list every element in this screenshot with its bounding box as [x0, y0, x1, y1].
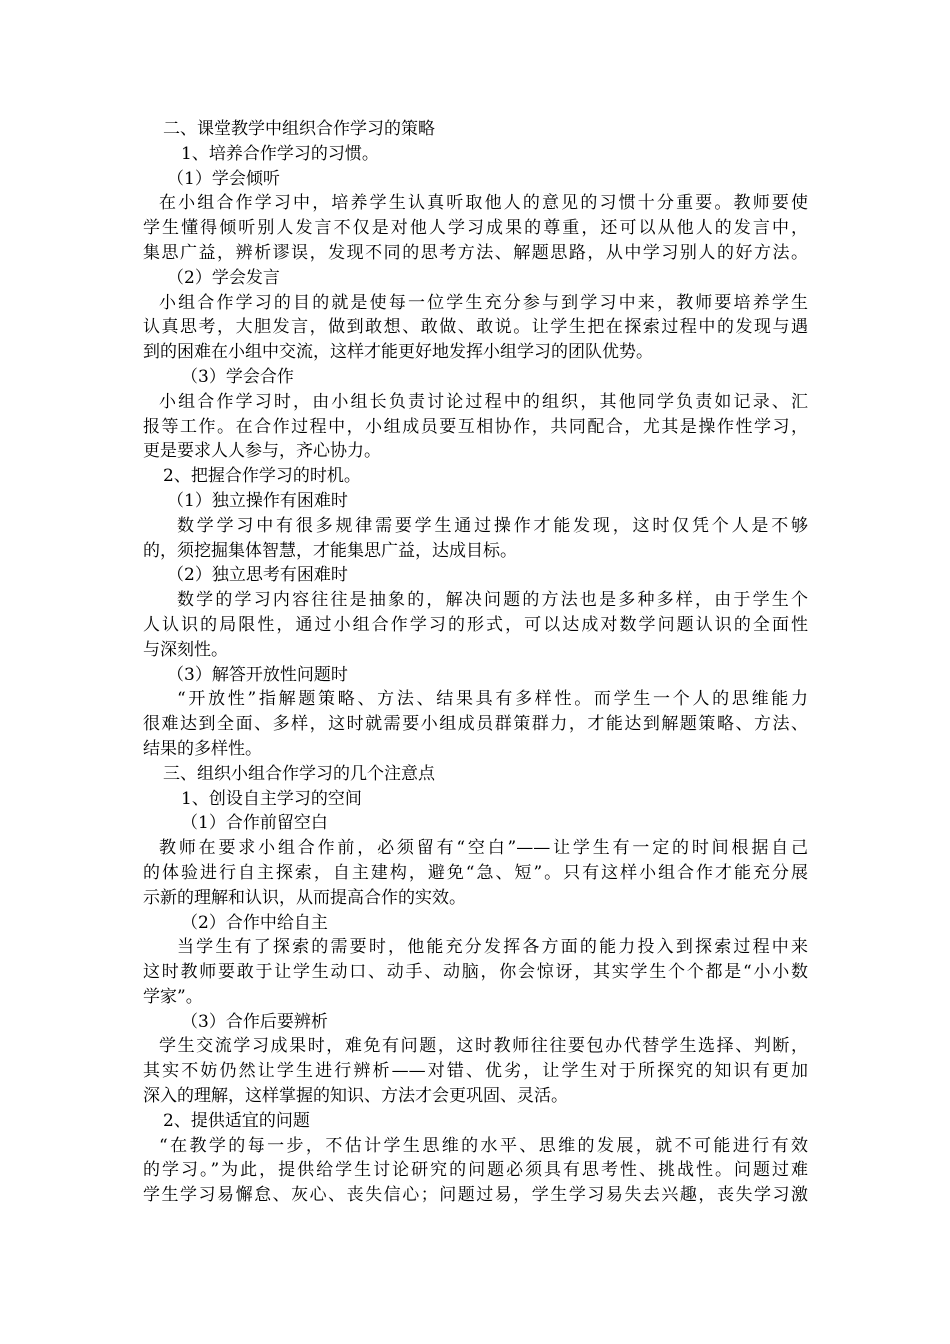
text-line: 很难达到全面、多样，这时就需要小组成员群策群力，才能达到解题策略、方法、: [143, 714, 808, 735]
text-line: 的，须挖掘集体智慧，才能集思广益，达成目标。: [143, 540, 517, 561]
text-line: 学生交流学习成果时，难免有问题，这时教师往往要包办代替学生选择、判断，: [159, 1036, 808, 1057]
text-line: 人认识的局限性，通过小组合作学习的形式，可以达成对数学问题认识的全面性: [143, 614, 808, 635]
text-line: 学生懂得倾听别人发言不仅是对他人学习成果的尊重，还可以从他人的发言中，: [143, 218, 808, 239]
text-line: （2）学会发言: [167, 267, 280, 288]
text-line: 当学生有了探索的需要时，他能充分发挥各方面的能力投入到探索过程中来: [177, 937, 808, 958]
text-line: （2）合作中给自主: [181, 912, 328, 933]
text-line: 三、组织小组合作学习的几个注意点: [163, 763, 435, 784]
text-line: 深入的理解，这样掌握的知识、方法才会更巩固、灵活。: [143, 1086, 568, 1107]
text-line: 学家”。: [143, 986, 203, 1007]
text-line: 示新的理解和认识，从而提高合作的实效。: [143, 887, 466, 908]
text-line: 结果的多样性。: [143, 738, 262, 759]
text-line: （1）学会倾听: [167, 168, 280, 189]
document-body: [143, 117, 808, 1208]
text-line: 的学习。”为此，提供给学生讨论研究的问题必须具有思考性、挑战性。问题过难: [143, 1160, 808, 1181]
text-line: 更是要求人人参与，齐心协力。: [143, 441, 381, 462]
text-line: 教师在要求小组合作前，必须留有“空白”——让学生有一定的时间根据自己: [159, 838, 808, 859]
text-line: 2、提供适宜的问题: [163, 1110, 310, 1131]
text-line: 数学学习中有很多规律需要学生通过操作才能发现，这时仅凭个人是不够: [177, 515, 808, 536]
text-line: （3）合作后要辨析: [181, 1011, 328, 1032]
text-line: （2）独立思考有困难时: [167, 565, 348, 586]
text-line: （1）合作前留空白: [181, 813, 328, 834]
text-line: 学生学习易懈怠、灰心、丧失信心；问题过易，学生学习易失去兴趣，丧失学习激: [143, 1185, 808, 1206]
text-line: 到的困难在小组中交流，这样才能更好地发挥小组学习的团队优势。: [143, 342, 653, 363]
text-line: 1、创设自主学习的空间: [181, 788, 362, 809]
text-line: （1）独立操作有困难时: [167, 490, 348, 511]
text-line: 二、课堂教学中组织合作学习的策略: [163, 119, 435, 139]
text-line: 2、把握合作学习的时机。: [163, 466, 361, 487]
text-line: 的体验进行自主探索，自主建构，避免“急、短”。只有这样小组合作才能充分展: [143, 862, 808, 883]
text-line: 集思广益，辨析谬误，发现不同的思考方法、解题思路，从中学习别人的好方法。: [143, 242, 808, 263]
text-line: 其实不妨仍然让学生进行辨析——对错、优劣，让学生对于所探究的知识有更加: [143, 1061, 808, 1082]
text-line: “在教学的每一步，不估计学生思维的水平、思维的发展，就不可能进行有效: [159, 1135, 808, 1156]
text-line: 在小组合作学习中，培养学生认真听取他人的意见的习惯十分重要。教师要使: [159, 193, 808, 214]
text-line: 这时教师要敢于让学生动口、动手、动脑，你会惊讶，其实学生个个都是“小小数: [143, 962, 808, 983]
text-line: 与深刻性。: [143, 639, 228, 660]
text-line: 小组合作学习的目的就是使每一位学生充分参与到学习中来，教师要培养学生: [159, 292, 808, 313]
text-line: 认真思考，大胆发言，做到敢想、敢做、敢说。让学生把在探索过程中的发现与遇: [143, 317, 808, 338]
text-line: （3）学会合作: [181, 366, 294, 387]
text-line: “开放性”指解题策略、方法、结果具有多样性。而学生一个人的思维能力: [177, 689, 808, 710]
text-line: 报等工作。在合作过程中，小组成员要互相协作，共同配合，尤其是操作性学习，: [143, 416, 808, 437]
text-line: 小组合作学习时，由小组长负责讨论过程中的组织，其他同学负责如记录、汇: [159, 391, 808, 412]
text-line: 数学的学习内容往往是抽象的，解决问题的方法也是多种多样，由于学生个: [177, 590, 808, 611]
text-line: （3）解答开放性问题时: [167, 664, 348, 685]
text-line: 1、培养合作学习的习惯。: [181, 143, 379, 164]
